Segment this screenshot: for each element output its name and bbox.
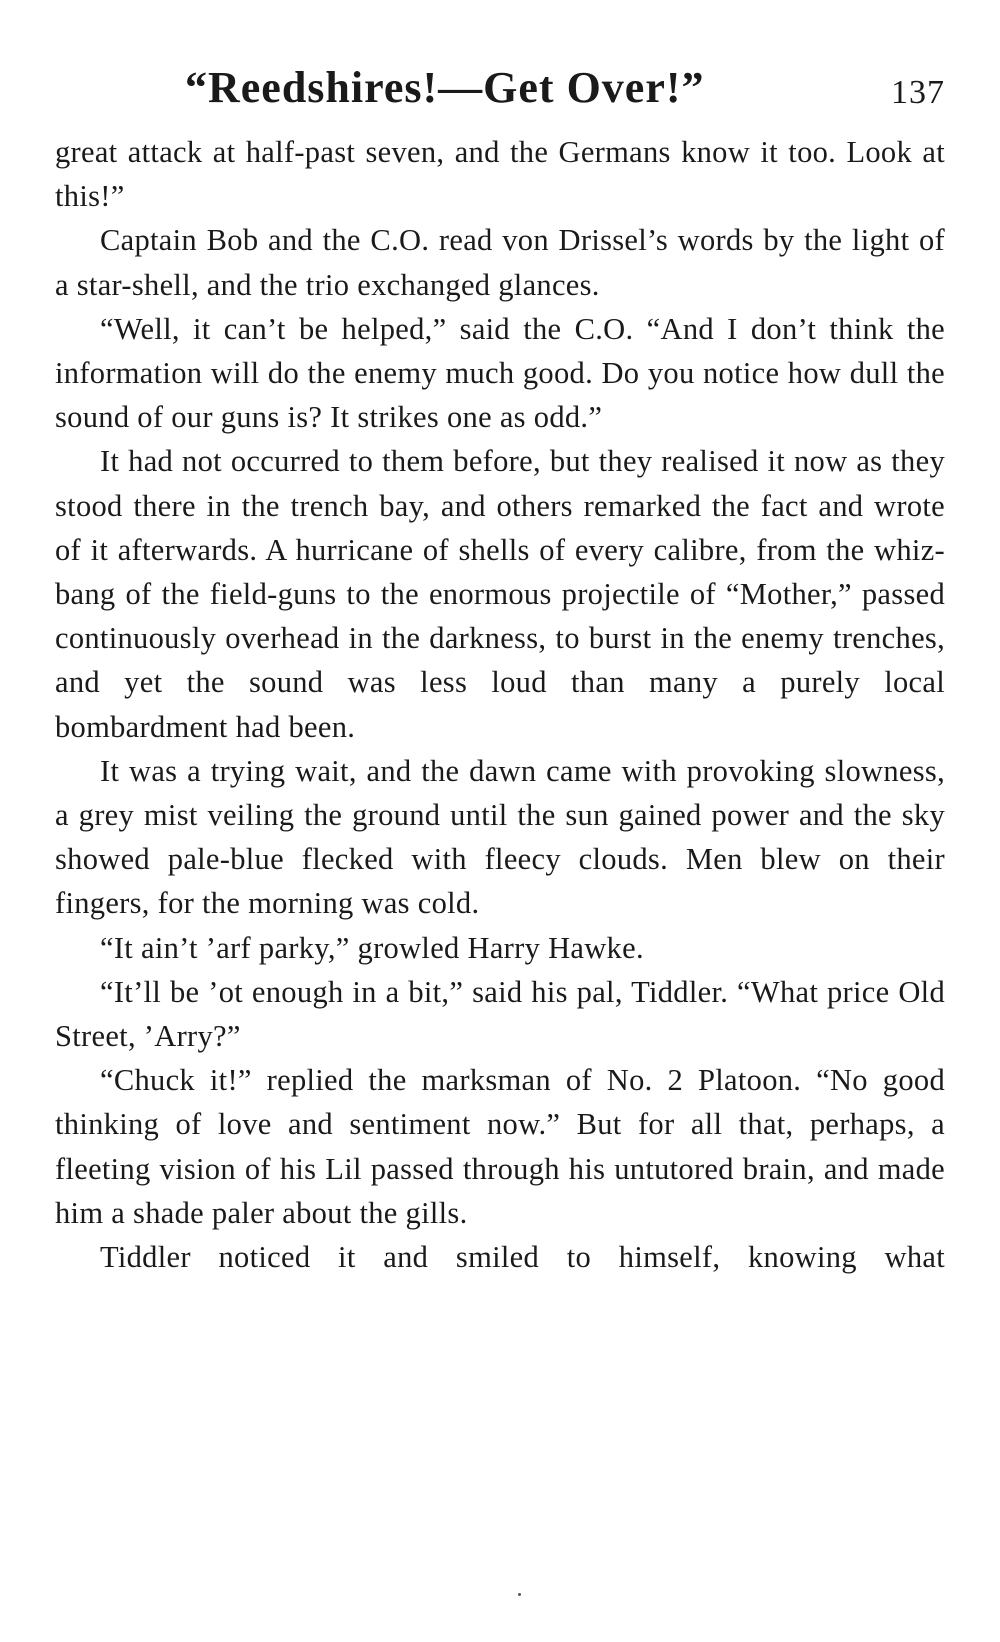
paragraph-continuation: great attack at half-past seven, and the Germans know it too. Look at this!” — [55, 135, 945, 214]
paragraph-dialogue: “It’ll be ’ot enough in a bit,” said his pal, Tiddler. “What price Old Street, ’Arry?” — [55, 974, 945, 1054]
paragraph-continues: Tiddler noticed it and smiled to himself, knowing what — [100, 1240, 945, 1275]
paragraph-dialogue: “Chuck it!” replied the marksman of No. 2 Platoon. “No good thinking of love and sentiment now.” But for all that, perhaps, a fleeting vision of his Lil passed through his untutored brain, and made him a shade paler about the gills. — [55, 1063, 945, 1230]
paragraph-dialogue: “It ain’t ’arf parky,” growled Harry Hawke. — [100, 930, 644, 965]
paragraph: “Well, it can’t be helped,” said the C.O. “And I don’t think the information will do the enemy much good. Do you notice how dull the sound of our guns is? It strikes one as odd.” — [55, 311, 945, 435]
print-speck — [518, 1593, 521, 1596]
page-number: 137 — [891, 74, 945, 111]
paragraph: It was a trying wait, and the dawn came with provoking slowness, a grey mist veiling the ground until the sun gained power and the sky showed pale-blue flecked with fleecy clouds. Men blew on their fingers, for the morning was cold. — [55, 753, 945, 921]
paragraph: Captain Bob and the C.O. read von Drissel’s words by the light of a star-shell, and the trio exchanged glances. — [55, 223, 945, 302]
paragraph: It had not occurred to them before, but they realised it now as they stood there in the trench bay, and others remarked the fact and wrote of it afterwards. A hurricane of shells of every calibre, from the whiz-bang of the field-guns to the enormous projectile of “Mother,” passed continuously overhead in the darkness, to burst in the enemy trenches, and yet the sound was less loud than many a purely local bombardment had been. — [55, 444, 945, 744]
page-header — [55, 62, 945, 122]
running-title: “Reedshires!—Get Over!” — [185, 63, 705, 112]
body-text — [55, 130, 945, 1279]
